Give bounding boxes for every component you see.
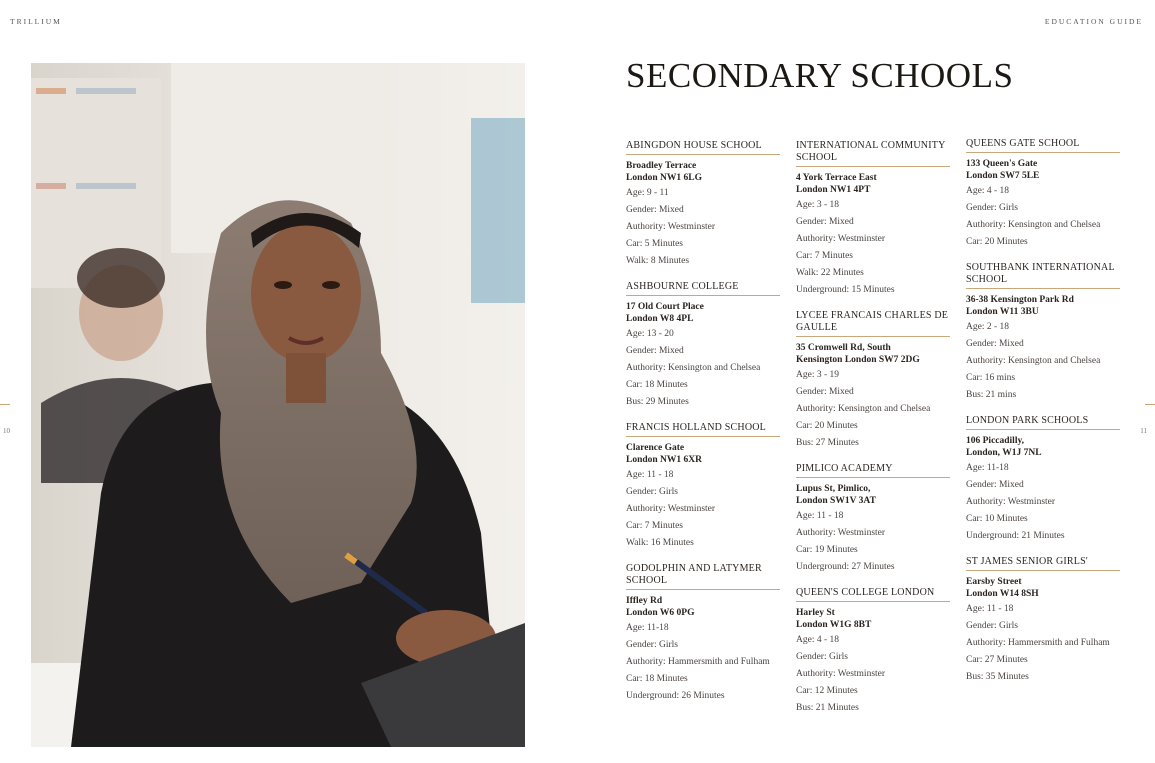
school-age: Age: 11 - 18 bbox=[796, 511, 844, 521]
school-gender: Gender: Mixed bbox=[626, 205, 684, 215]
school-name: FRANCIS HOLLAND SCHOOL bbox=[626, 422, 780, 437]
school-name: LYCEE FRANCAIS CHARLES DE GAULLE bbox=[796, 310, 950, 337]
school-gender: Gender: Girls bbox=[966, 621, 1018, 631]
school-address: 4 York Terrace East London NW1 4PT bbox=[796, 173, 877, 195]
school-address: 36-38 Kensington Park Rd London W11 3BU bbox=[966, 295, 1074, 317]
school-age: Age: 11 - 18 bbox=[626, 470, 674, 480]
school-bus-time: Bus: 35 Minutes bbox=[966, 672, 1029, 682]
school-entry bbox=[966, 262, 1120, 401]
school-gender: Gender: Girls bbox=[626, 487, 678, 497]
school-age: Age: 11-18 bbox=[626, 623, 669, 633]
school-underground-time: Underground: 15 Minutes bbox=[796, 285, 895, 295]
school-car-time: Car: 18 Minutes bbox=[626, 674, 688, 684]
school-authority: Authority: Westminster bbox=[626, 504, 716, 514]
school-gender: Gender: Mixed bbox=[966, 480, 1024, 490]
school-gender: Gender: Girls bbox=[966, 203, 1018, 213]
school-entry bbox=[966, 556, 1120, 683]
school-address: 133 Queen's Gate London SW7 5LE bbox=[966, 159, 1040, 181]
school-name: LONDON PARK SCHOOLS bbox=[966, 415, 1120, 430]
school-address: Clarence Gate London NW1 6XR bbox=[626, 443, 703, 465]
school-bus-time: Bus: 21 mins bbox=[966, 390, 1017, 400]
school-bus-time: Bus: 29 Minutes bbox=[626, 397, 689, 407]
school-entry bbox=[626, 140, 780, 267]
school-address: Lupus St, Pimlico, London SW1V 3AT bbox=[796, 484, 876, 506]
school-address: Harley St London W1G 8BT bbox=[796, 608, 872, 630]
school-address: 35 Cromwell Rd, South Kensington London SW7 2DG bbox=[796, 343, 920, 365]
school-car-time: Car: 5 Minutes bbox=[626, 239, 683, 249]
school-authority: Authority: Westminster bbox=[796, 669, 886, 679]
school-car-time: Car: 7 Minutes bbox=[796, 251, 853, 261]
school-address: Earsby Street London W14 8SH bbox=[966, 577, 1039, 599]
school-name: ST JAMES SENIOR GIRLS' bbox=[966, 556, 1120, 571]
schools-column-3 bbox=[966, 138, 1120, 697]
school-authority: Authority: Westminster bbox=[796, 234, 886, 244]
school-name: ABINGDON HOUSE SCHOOL bbox=[626, 140, 780, 155]
school-age: Age: 4 - 18 bbox=[796, 635, 840, 645]
school-car-time: Car: 12 Minutes bbox=[796, 686, 858, 696]
school-underground-time: Underground: 27 Minutes bbox=[796, 562, 895, 572]
school-age: Age: 9 - 11 bbox=[626, 188, 669, 198]
school-entry bbox=[796, 587, 950, 714]
school-underground-time: Underground: 21 Minutes bbox=[966, 531, 1065, 541]
brand-name: TRILLIUM bbox=[10, 17, 62, 26]
school-age: Age: 3 - 18 bbox=[796, 200, 840, 210]
school-entry bbox=[966, 415, 1120, 542]
page-number-right: 11 bbox=[1140, 427, 1147, 435]
school-car-time: Car: 19 Minutes bbox=[796, 545, 858, 555]
school-gender: Gender: Girls bbox=[626, 640, 678, 650]
school-gender: Gender: Mixed bbox=[626, 346, 684, 356]
school-car-time: Car: 10 Minutes bbox=[966, 514, 1028, 524]
school-name: SOUTHBANK INTERNATIONAL SCHOOL bbox=[966, 262, 1120, 289]
school-age: Age: 11 - 18 bbox=[966, 604, 1014, 614]
school-authority: Authority: Hammersmith and Fulham bbox=[626, 657, 770, 667]
school-entry bbox=[796, 463, 950, 573]
school-walk-time: Walk: 22 Minutes bbox=[796, 268, 864, 278]
school-name: GODOLPHIN AND LATYMER SCHOOL bbox=[626, 563, 780, 590]
school-authority: Authority: Kensington and Chelsea bbox=[966, 356, 1101, 366]
school-gender: Gender: Mixed bbox=[796, 217, 854, 227]
school-entry bbox=[796, 140, 950, 296]
left-page-marker bbox=[0, 404, 10, 405]
school-underground-time: Underground: 26 Minutes bbox=[626, 691, 725, 701]
school-name: INTERNATIONAL COMMUNITY SCHOOL bbox=[796, 140, 950, 167]
school-age: Age: 2 - 18 bbox=[966, 322, 1010, 332]
school-gender: Gender: Mixed bbox=[966, 339, 1024, 349]
school-car-time: Car: 20 Minutes bbox=[796, 421, 858, 431]
school-name: ASHBOURNE COLLEGE bbox=[626, 281, 780, 296]
school-authority: Authority: Hammersmith and Fulham bbox=[966, 638, 1110, 648]
school-name: PIMLICO ACADEMY bbox=[796, 463, 950, 478]
school-authority: Authority: Kensington and Chelsea bbox=[626, 363, 761, 373]
school-car-time: Car: 18 Minutes bbox=[626, 380, 688, 390]
school-entry bbox=[796, 310, 950, 449]
school-address: 17 Old Court Place London W8 4PL bbox=[626, 302, 704, 324]
school-entry bbox=[626, 563, 780, 702]
school-age: Age: 3 - 19 bbox=[796, 370, 840, 380]
school-age: Age: 4 - 18 bbox=[966, 186, 1010, 196]
student-photo bbox=[31, 63, 525, 747]
school-authority: Authority: Westminster bbox=[796, 528, 886, 538]
school-authority: Authority: Kensington and Chelsea bbox=[796, 404, 931, 414]
school-authority: Authority: Kensington and Chelsea bbox=[966, 220, 1101, 230]
school-age: Age: 13 - 20 bbox=[626, 329, 674, 339]
school-age: Age: 11-18 bbox=[966, 463, 1009, 473]
school-authority: Authority: Westminster bbox=[626, 222, 716, 232]
school-car-time: Car: 7 Minutes bbox=[626, 521, 683, 531]
right-page-marker bbox=[1145, 404, 1155, 405]
section-title: EDUCATION GUIDE bbox=[1044, 17, 1143, 26]
page-number-left: 10 bbox=[3, 427, 10, 435]
school-bus-time: Bus: 27 Minutes bbox=[796, 438, 859, 448]
school-gender: Gender: Mixed bbox=[796, 387, 854, 397]
school-name: QUEEN'S COLLEGE LONDON bbox=[796, 587, 950, 602]
school-address: Iffley Rd London W6 0PG bbox=[626, 596, 695, 618]
school-entry bbox=[626, 281, 780, 408]
school-car-time: Car: 16 mins bbox=[966, 373, 1016, 383]
school-address: 106 Piccadilly, London, W1J 7NL bbox=[966, 436, 1042, 458]
school-gender: Gender: Girls bbox=[796, 652, 848, 662]
school-entry bbox=[626, 422, 780, 549]
school-car-time: Car: 20 Minutes bbox=[966, 237, 1028, 247]
school-walk-time: Walk: 16 Minutes bbox=[626, 538, 694, 548]
school-walk-time: Walk: 8 Minutes bbox=[626, 256, 690, 266]
school-car-time: Car: 27 Minutes bbox=[966, 655, 1028, 665]
school-bus-time: Bus: 21 Minutes bbox=[796, 703, 859, 713]
page-title: SECONDARY SCHOOLS bbox=[626, 56, 1014, 95]
school-address: Broadley Terrace London NW1 6LG bbox=[626, 161, 703, 183]
schools-column-2 bbox=[796, 140, 950, 728]
schools-column-1 bbox=[626, 140, 780, 716]
school-authority: Authority: Westminster bbox=[966, 497, 1056, 507]
school-entry bbox=[966, 138, 1120, 248]
school-name: QUEENS GATE SCHOOL bbox=[966, 138, 1120, 153]
